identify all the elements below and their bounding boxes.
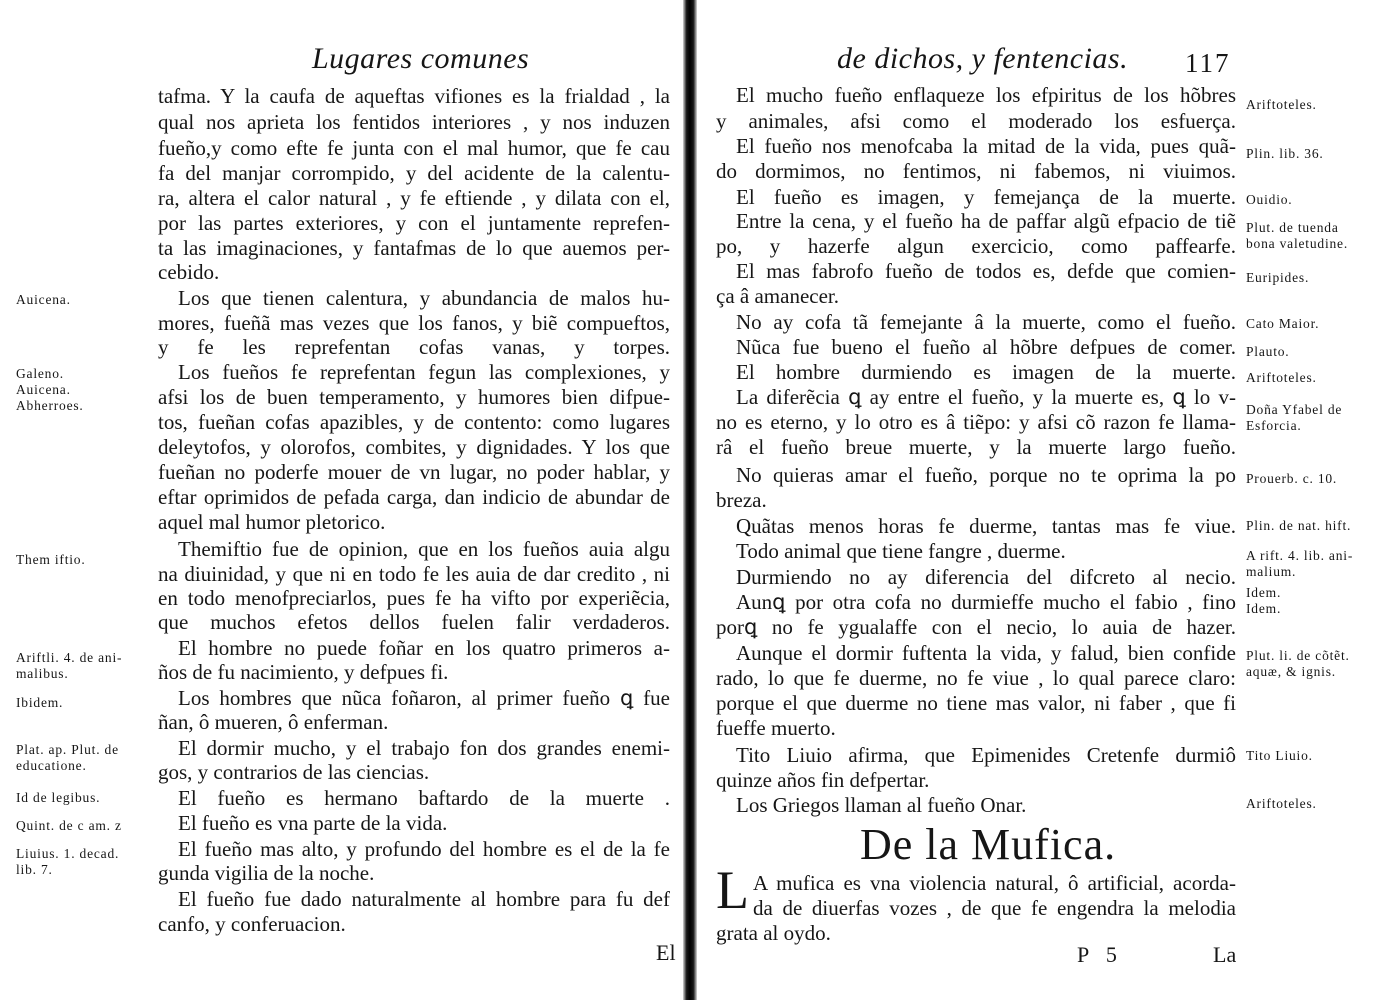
text-line: da de diuerfas vozes , de que fe engendra la melodia xyxy=(753,896,1236,920)
marginal-note: Tito Liuio. xyxy=(1246,748,1313,763)
text-line: El fueño nos menofcaba la mitad de la vida, pues quã- xyxy=(736,134,1236,158)
marginal-note: Liuius. 1. decad. xyxy=(16,846,120,861)
text-line: ça â amanecer. xyxy=(716,284,839,308)
text-line: Los que tienen calentura, y abundancia de malos hu- xyxy=(178,286,670,310)
marginal-note: malibus. xyxy=(16,666,69,681)
text-line: na diuinidad, y que ni en todo fe les auia de dar credito , ni xyxy=(158,562,670,586)
marginal-note: Ouidio. xyxy=(1246,192,1293,207)
text-line: A mufica es vna violencia natural, ô artificial, acorda- xyxy=(753,871,1236,895)
text-line: ños de fu nacimiento, y defpues fi. xyxy=(158,660,449,684)
marginal-note: Ariftli. 4. de ani- xyxy=(16,650,123,665)
text-line: Los Griegos llaman al fueño Onar. xyxy=(736,793,1027,817)
marginal-note: malium. xyxy=(1246,564,1297,579)
marginal-note: Auicena. xyxy=(16,292,71,307)
text-line: gos, y contrarios de las ciencias. xyxy=(158,760,430,784)
running-head: de dichos, y fentencias. xyxy=(837,42,1129,75)
text-line: No quieras amar el fueño, porque no te oprima la po xyxy=(736,463,1236,487)
marginal-note: Plut. de tuenda xyxy=(1246,220,1339,235)
page-number: 117 xyxy=(1185,48,1231,78)
marginal-note: educatione. xyxy=(16,758,87,773)
marginal-note: Them iftio. xyxy=(16,552,86,567)
marginal-note: bona valetudine. xyxy=(1246,236,1349,251)
marginal-note: Plut. li. de cõtẽt. xyxy=(1246,648,1350,663)
marginal-note: Prouerb. c. 10. xyxy=(1246,471,1338,486)
text-line: ñan, ô mueren, ô enferman. xyxy=(158,710,389,734)
marginal-note: Ariftoteles. xyxy=(1246,796,1317,811)
text-line: fa del manjar corrompido, y del acidente de la calentu- xyxy=(158,161,670,185)
text-line: Quãtas menos horas fe duerme, tantas mas fe viue. xyxy=(736,514,1236,538)
text-line: tafma. Y la caufa de aqueftas vifiones es la frialdad , la xyxy=(158,84,670,108)
text-line: y animales, afsi como el moderado los esfuerça. xyxy=(716,109,1236,133)
marginal-note: A rift. 4. lib. ani- xyxy=(1246,548,1354,563)
text-line: breza. xyxy=(716,488,767,512)
marginal-note: Id de legibus. xyxy=(16,790,101,805)
text-line: El mucho fueño enflaqueze los efpiritus de los hõbres xyxy=(736,83,1236,107)
text-line: El dormir mucho, y el trabajo fon dos grandes enemi- xyxy=(178,736,670,760)
text-line: Todo animal que tiene fangre , duerme. xyxy=(736,539,1066,563)
text-line: El mas fabrofo fueño de todos es, defde que comien- xyxy=(736,259,1236,283)
text-line: Durmiendo no ay diferencia del difcreto al necio. xyxy=(736,565,1236,589)
text-line: Aunque el dormir fuftenta la vida, y falud, bien confide xyxy=(736,641,1236,665)
marginal-note: Esforcia. xyxy=(1246,418,1302,433)
text-line: El fueño mas alto, y profundo del hombre es el de la fe xyxy=(178,837,670,861)
marginal-note: Plin. lib. 36. xyxy=(1246,146,1324,161)
text-line: po, y hazerfe algun exercicio, como paffearfe. xyxy=(716,234,1236,258)
text-line: qual nos aprieta los fentidos interiores , y nos induzen xyxy=(158,110,670,134)
text-line: que muchos efetos dellos fuelen falir verdaderos. xyxy=(158,610,670,634)
text-line: La diferẽcia ꝗ ay entre el fueño, y la muerte es, ꝗ lo v- xyxy=(736,385,1236,409)
catchword: La xyxy=(1213,942,1237,967)
running-head: Lugares comunes xyxy=(312,42,530,75)
section-title: De la Mufica. xyxy=(860,820,1117,869)
text-line: Themiftio fue de opinion, que en los fueños auia algu xyxy=(178,537,670,561)
text-line: cebido. xyxy=(158,260,220,284)
marginal-note: Ariftoteles. xyxy=(1246,97,1317,112)
text-line: fueñan no poderfe mouer de vn lugar, no poder hablar, y xyxy=(158,460,670,484)
marginal-note: aquæ, & ignis. xyxy=(1246,664,1336,679)
marginal-note: Euripides. xyxy=(1246,270,1310,285)
text-line: Aunꝗ por otra cofa no durmieffe mucho el fabio , fino xyxy=(736,590,1236,614)
text-line: deleytofos, y olorofos, combites, y dignidades. Y los que xyxy=(158,435,670,459)
text-line: fueffe muerto. xyxy=(716,716,836,740)
text-line: rado, lo que fe duerme, no fe viue , lo qual parece claro: xyxy=(716,666,1236,690)
text-line: porque el que duerme no tiene mas valor, ni faber , que fi xyxy=(716,691,1236,715)
marginal-note: Ariftoteles. xyxy=(1246,370,1317,385)
text-line: ra, altera el calor natural , y fe eftiende , y dilata con el, xyxy=(158,186,670,210)
marginal-note: Idem. xyxy=(1246,601,1282,616)
text-line: Los hombres que nũca foñaron, al primer fueño ꝗ fue xyxy=(178,686,670,710)
marginal-note: Idem. xyxy=(1246,585,1282,600)
text-line: grata al oydo. xyxy=(716,921,831,945)
marginal-note: Galeno. xyxy=(16,366,64,381)
marginal-note: Abherroes. xyxy=(16,398,84,413)
marginal-note: Doña Yfabel de xyxy=(1246,402,1343,417)
book-gutter xyxy=(683,0,697,1000)
text-line: do dormimos, no fentimos, ni fabemos, ni viuimos. xyxy=(716,159,1236,183)
right-page xyxy=(697,0,1386,1000)
marginal-note: lib. 7. xyxy=(16,862,53,877)
text-line: Los fueños fe reprefentan fegun las complexiones, y xyxy=(178,360,670,384)
marginal-note: Plauto. xyxy=(1246,344,1290,359)
marginal-note: Ibidem. xyxy=(16,695,64,710)
text-line: El fueño es vna parte de la vida. xyxy=(178,811,448,835)
marginal-note: Plat. ap. Plut. de xyxy=(16,742,119,757)
text-line: fueño,y como efte fe junta con el mal humor, que fe cau xyxy=(158,136,670,160)
text-line: râ el fueño breue muerte, y la muerte largo fueño. xyxy=(716,435,1236,459)
signature-mark: P 5 xyxy=(1077,942,1123,967)
marginal-note: Auicena. xyxy=(16,382,71,397)
text-line: Entre la cena, y el fueño ha de paffar algũ efpacio de tiẽ xyxy=(736,209,1236,233)
marginal-note: Quint. de c am. z xyxy=(16,818,122,833)
text-line: y fe les reprefentan cofas vanas, y torpes. xyxy=(158,335,670,359)
text-line: tos, fueñan cofas apazibles, y de contento: como lugares xyxy=(158,410,670,434)
text-line: Tito Liuio afirma, que Epimenides Cretenfe durmiô xyxy=(736,743,1236,767)
text-line: El fueño es imagen, y femejança de la muerte. xyxy=(736,185,1236,209)
catchword: El xyxy=(656,940,676,965)
marginal-note: Cato Maior. xyxy=(1246,316,1320,331)
text-line: porꝗ no fe ygualaffe con el necio, lo auia de hazer. xyxy=(716,615,1236,639)
marginal-note: Plin. de nat. hift. xyxy=(1246,518,1352,533)
text-line: no es eterno, y lo otro es â tiẽpo: y afsi cõ razon fe llama- xyxy=(716,410,1236,434)
text-line: Nũca fue bueno el fueño al hõbre defpues de comer. xyxy=(736,335,1236,359)
text-line: No ay cofa tã femejante â la muerte, como el fueño. xyxy=(736,310,1236,334)
text-line: afsi los de buen temperamento, y humores bien difpue- xyxy=(158,385,670,409)
text-line: gunda vigilia de la noche. xyxy=(158,861,375,885)
text-line: El hombre durmiendo es imagen de la muerte. xyxy=(736,360,1236,384)
text-line: eftar oprimidos de pefada carga, dan indicio de abundar de xyxy=(158,485,670,509)
left-page xyxy=(0,0,683,1000)
text-line: El fueño fue dado naturalmente al hombre para fu def xyxy=(178,887,670,911)
text-line: en todo menofpreciarlos, pues fe ha vifto por experiẽcia, xyxy=(158,586,670,610)
text-line: aquel mal humor pletorico. xyxy=(158,510,386,534)
text-line: El hombre no puede foñar en los quatro primeros a- xyxy=(178,636,670,660)
text-line: El fueño es hermano baftardo de la muerte . xyxy=(178,786,670,810)
text-line: mores, fueñã mas vezes que los fanos, y biẽ compueftos, xyxy=(158,311,670,335)
text-line: ta las imaginaciones, y fantafmas de lo que auemos per- xyxy=(158,236,670,260)
text-line: canfo, y conferuacion. xyxy=(158,912,346,936)
drop-cap: L xyxy=(716,860,749,920)
text-line: por las partes exteriores, y con el juntamente reprefen- xyxy=(158,211,670,235)
text-line: quinze años fin defpertar. xyxy=(716,768,930,792)
